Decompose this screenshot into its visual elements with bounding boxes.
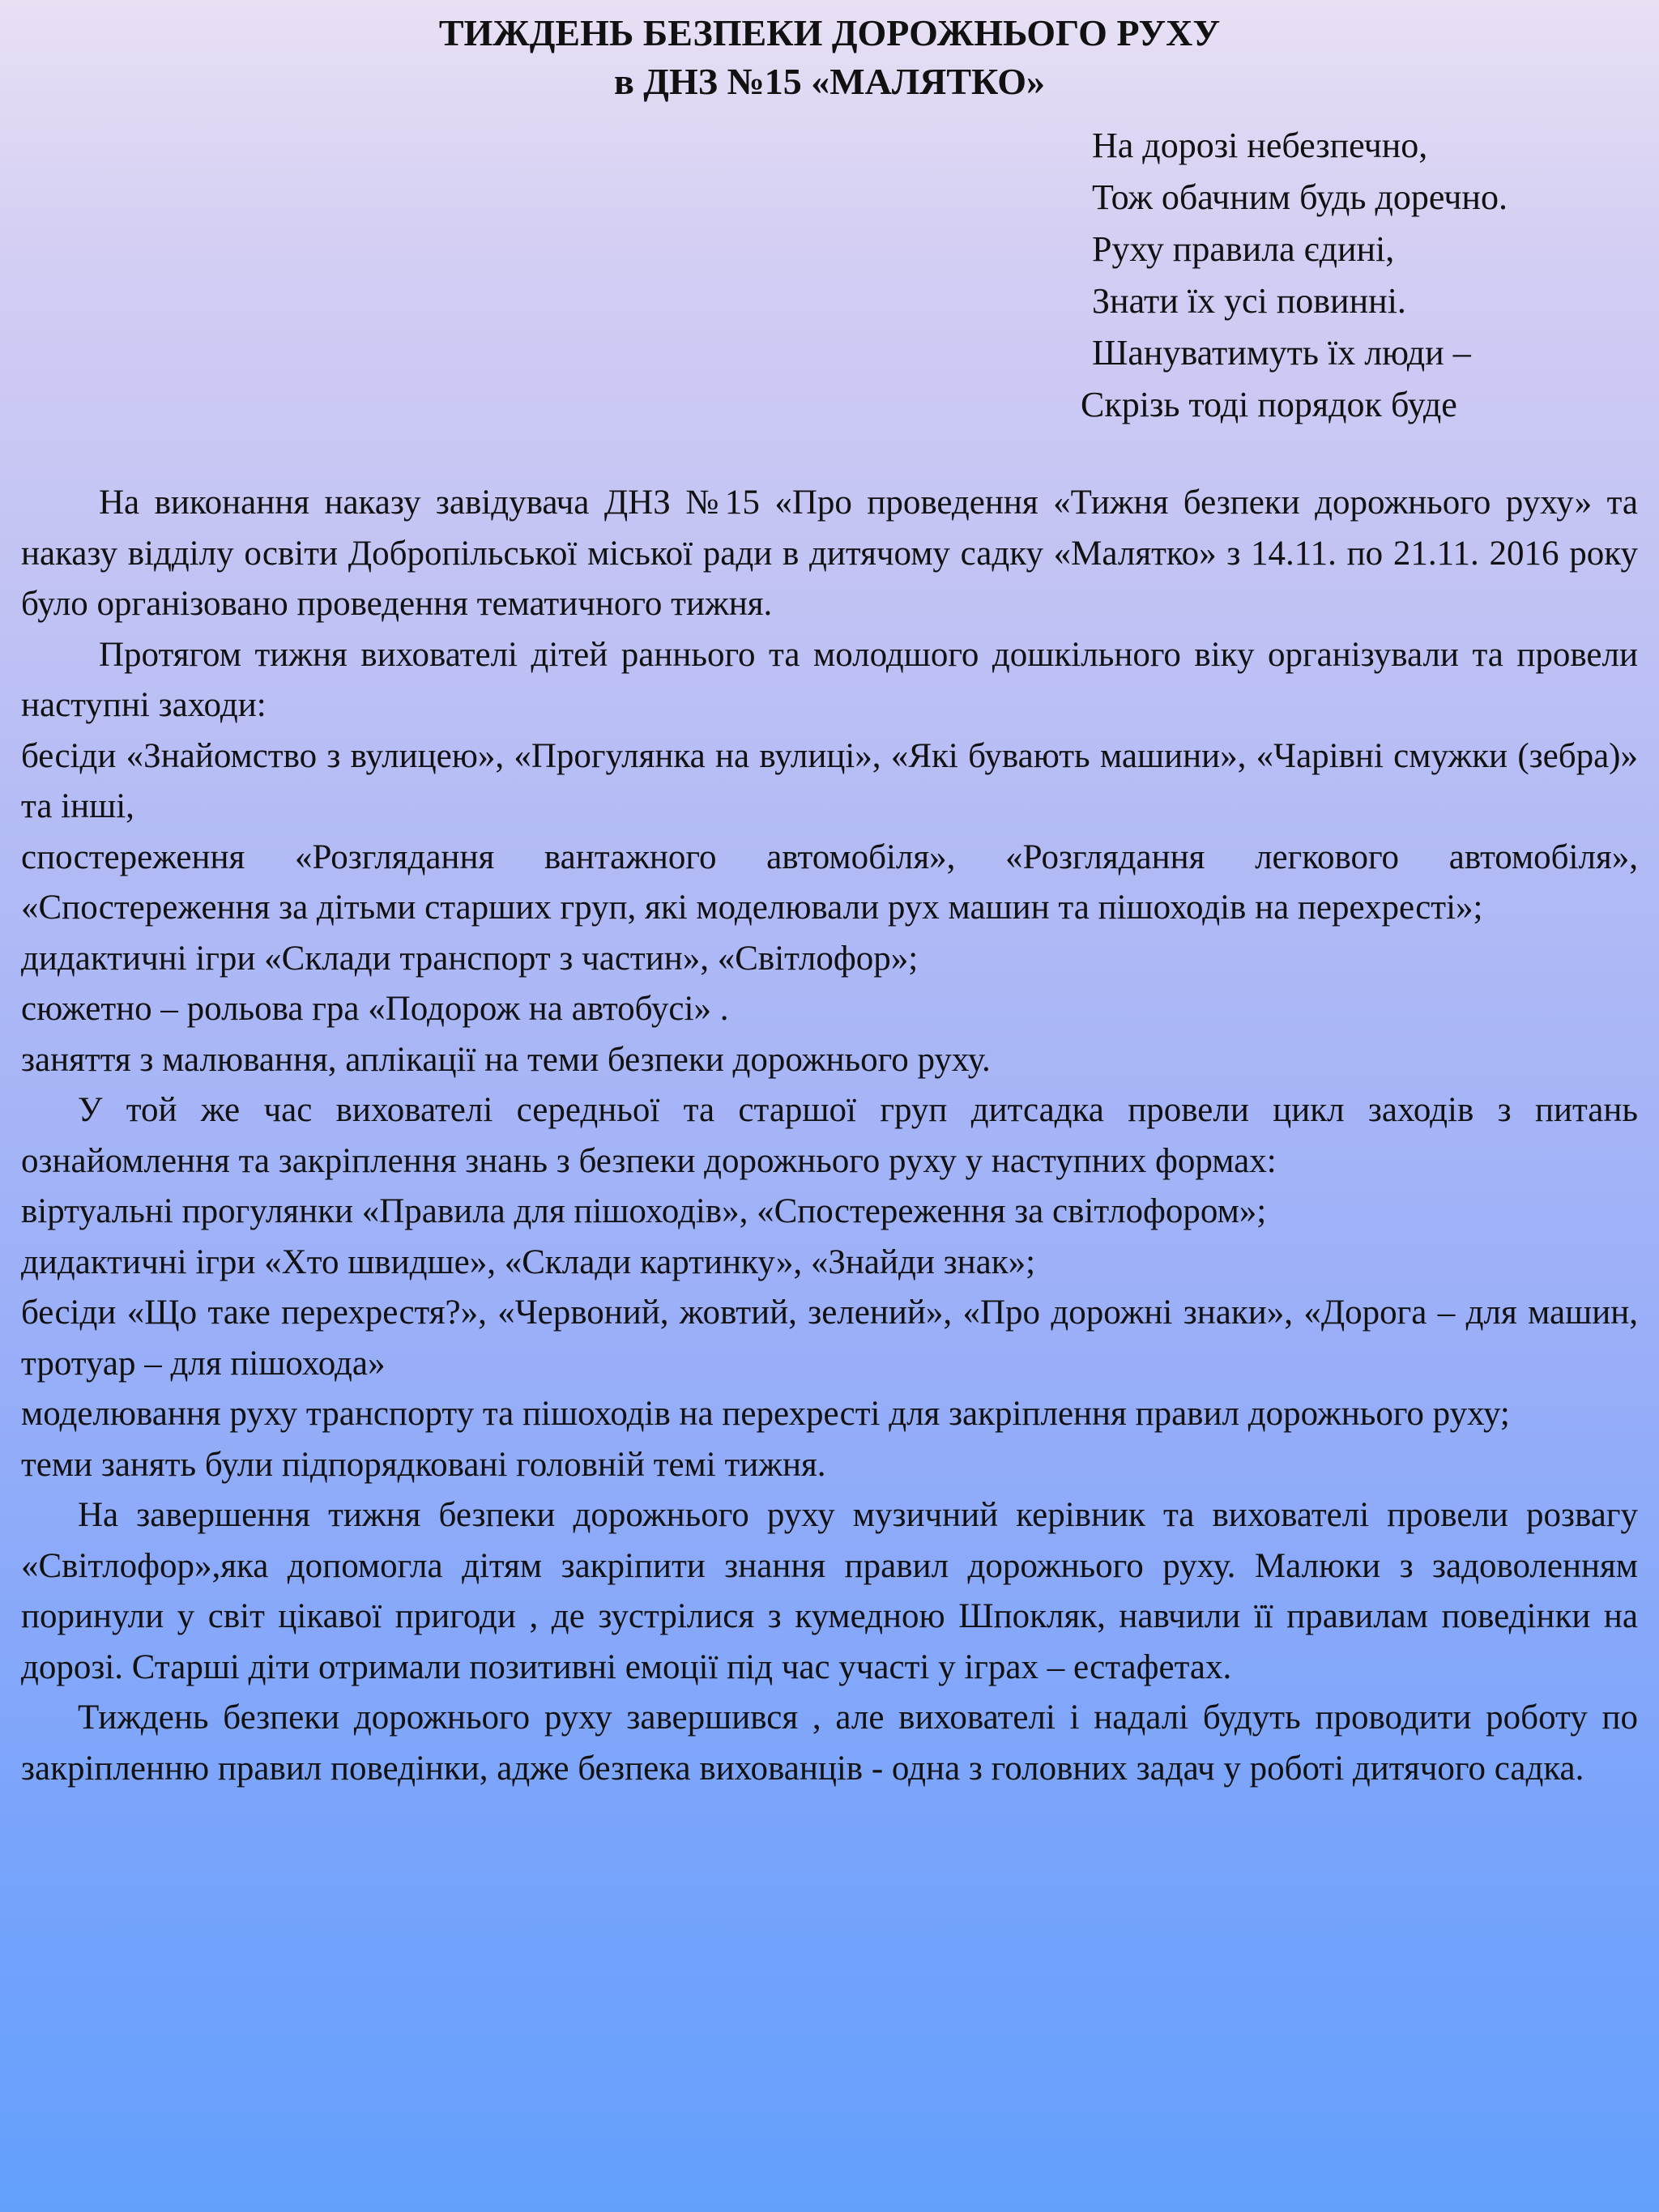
paragraph-intro: На виконання наказу завідувача ДНЗ №15 «Про проведення «Тижня безпеки дорожнього руху» та наказу відділу освіти Добропільської міської ради в дитячому садку «Малятко» з 14.11. по 21.11. 2016 року було організовано проведення тематичного тижня. xyxy=(21,484,1638,623)
list-item-virtual-walks: віртуальні прогулянки «Правила для пішоходів», «Спостереження за світлофором»; xyxy=(21,1192,1267,1230)
paragraph-senior-groups: У той же час вихователі середньої та старшої груп дитсадка провели цикл заходів з питань ознайомлення та закріплення знань з безпеки дорожнього руху у наступних формах: xyxy=(21,1091,1638,1180)
list-item-conversations: бесіди «Знайомство з вулицею», «Прогулянка на вулиці», «Які бувають машини», «Чарівні смужки (зебра)» та інші, xyxy=(21,736,1638,825)
paragraph-final: Тиждень безпеки дорожнього руху завершився , але вихователі і надалі будуть проводити роботу по закріпленню правил поведінки, адже безпека вихованців - одна з головних задач у роботі дитячого садка. xyxy=(21,1698,1638,1788)
poem-line: На дорозі небезпечно, xyxy=(1092,126,1428,165)
document-subtitle: в ДНЗ №15 «МАЛЯТКО» xyxy=(613,61,1046,102)
paragraph-conclusion-event: На завершення тижня безпеки дорожнього руху музичний керівник та вихователі провели розвагу «Світлофор»,яка допомогла дітям закріпити знання правил дорожнього руху. Малюки з задоволенням поринули у світ цікавої пригоди , де зустрілися з кумедною Шпокляк, навчили її правилам поведінки на дорозі. Старші діти отримали позитивні емоції під час участі у іграх – естафетах. xyxy=(21,1496,1638,1686)
list-item-role-play: сюжетно – рольова гра «Подорож на автобусі» . xyxy=(21,990,729,1028)
poem-line: Тож обачним будь доречно. xyxy=(1092,177,1508,217)
epigraph-poem xyxy=(1077,120,1644,431)
poem-line: Знати їх усі повинні. xyxy=(1092,281,1406,321)
list-item-didactic-games-senior: дидактичні ігри «Хто швидше», «Склади картинку», «Знайди знак»; xyxy=(21,1242,1036,1281)
report-body xyxy=(21,478,1638,1794)
document-title: ТИЖДЕНЬ БЕЗПЕКИ ДОРОЖНЬОГО РУХУ xyxy=(438,12,1221,53)
paragraph-junior-groups: Протягом тижня вихователі дітей раннього та молодшого дошкільного віку організували та провели наступні заходи: xyxy=(21,635,1638,724)
list-item-topics: теми занять були підпорядковані головній темі тижня. xyxy=(21,1445,826,1484)
poem-line: Руху правила єдині, xyxy=(1092,229,1395,269)
poem-line: Шануватимуть їх люди – xyxy=(1092,333,1471,373)
list-item-didactic-games: дидактичні ігри «Склади транспорт з частин», «Світлофор»; xyxy=(21,939,919,978)
poem-line: Скрізь тоді порядок буде xyxy=(1081,385,1457,424)
list-item-conversations-senior: бесіди «Що таке перехрестя?», «Червоний, жовтий, зелений», «Про дорожні знаки», «Дорога – для машин, тротуар – для пішохода» xyxy=(21,1294,1638,1383)
list-item-modeling: моделювання руху транспорту та пішоходів на перехресті для закріплення правил дорожнього руху; xyxy=(21,1395,1510,1433)
list-item-observations: спостереження «Розглядання вантажного автомобіля», «Розглядання легкового автомобіля», «Спостереження за дітьми старших груп, які моделювали рух машин та пішоходів на перехресті»; xyxy=(21,837,1638,927)
list-item-lessons: заняття з малювання, аплікації на теми безпеки дорожнього руху. xyxy=(21,1040,991,1079)
